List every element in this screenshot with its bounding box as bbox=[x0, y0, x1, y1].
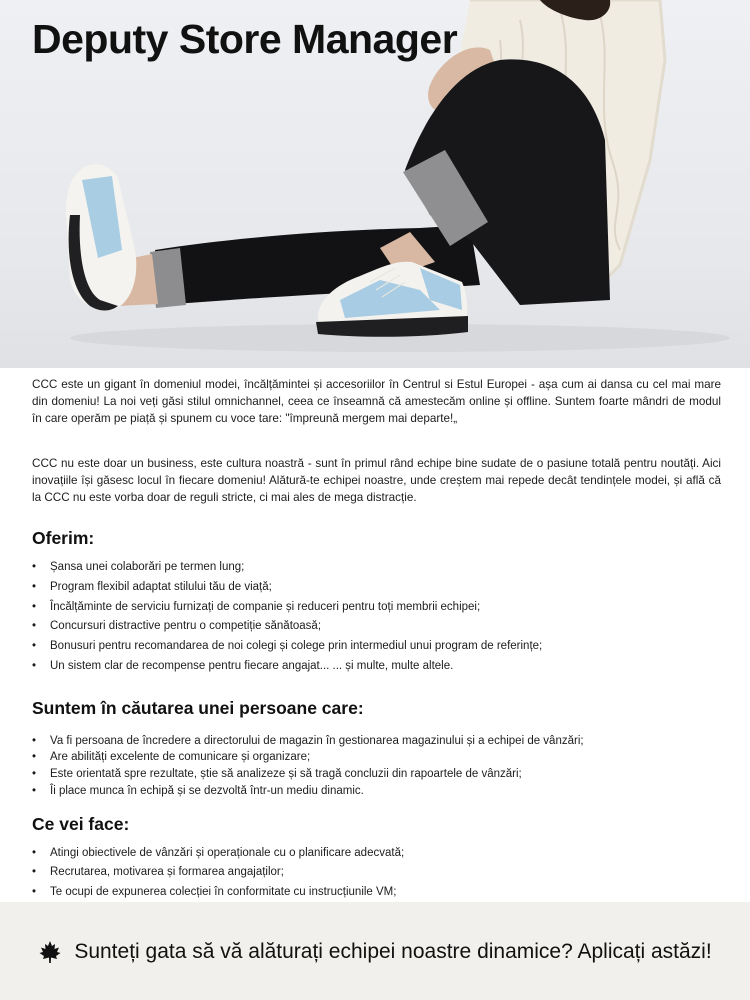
list-item: • Îi place munca în echipă și se dezvoltă într-un mediu dinamic. bbox=[32, 783, 721, 800]
list-item: • Va fi persoana de încredere a directorului de magazin în gestionarea magazinului și a echipei de vânzări; bbox=[32, 733, 721, 750]
section-title-responsibilities: Ce vei face: bbox=[32, 813, 130, 834]
list-item: • Atingi obiectivele de vânzări și operaționale cu o planificare adecvată; bbox=[32, 845, 721, 865]
requirements-list bbox=[32, 733, 721, 800]
hero-banner bbox=[0, 0, 750, 368]
intro-paragraph-company: CCC este un gigant în domeniul modei, încălțămintei și accesoriilor în Centrul si Estul Europei - așa cum ai dansa cu cel mai mare din domeniu! La noi veți găsi stilul omnichannel, ceea ce înseamnă că amestecăm online și offline. Suntem foarte mândri de modul în care operăm pe piață și spunem cu voce tare: "împreună mergem mai departe!„ bbox=[32, 378, 721, 425]
job-description bbox=[32, 376, 721, 924]
intro-paragraph-culture: CCC nu este doar un business, este cultura noastră - sunt în primul rând echipe bine sudate de o pasiune totală pentru noutăți. Aici inovațiile își găsesc locul în fiecare domeniu! Alătură-te echipei noastre, unde creștem mai repede decât tendințele modei, și află că la CCC nu este vorba doar de reguli stricte, ci mai ales de mega distracție. bbox=[32, 457, 721, 504]
section-title-requirements: Suntem în căutarea unei persoane care: bbox=[32, 697, 364, 718]
list-item: • Are abilități excelente de comunicare și organizare; bbox=[32, 749, 721, 766]
list-item: • Bonusuri pentru recomandarea de noi colegi și colege prin intermediul unui program de referințe; bbox=[32, 638, 721, 658]
section-title-offer: Oferim: bbox=[32, 528, 95, 548]
maple-leaf-icon bbox=[38, 940, 62, 964]
footer-text: Sunteți gata să vă alăturați echipei noastre dinamice? Aplicați astăzi! bbox=[74, 939, 712, 963]
list-item: • Concursuri distractive pentru o competiție sănătoasă; bbox=[32, 618, 721, 638]
list-item: • Recrutarea, motivarea și formarea angajaților; bbox=[32, 864, 721, 884]
list-item: • Șansa unei colaborări pe termen lung; bbox=[32, 559, 721, 579]
offer-list bbox=[32, 559, 721, 678]
page-title: Deputy Store Manager bbox=[32, 16, 458, 62]
list-item: • Te ocupi de expunerea colecției în conformitate cu instrucțiunile VM; bbox=[32, 884, 721, 904]
list-item: • Este orientată spre rezultate, știe să analizeze și să tragă concluzii din rapoartele de vânzări; bbox=[32, 766, 721, 783]
list-item: • Program flexibil adaptat stilului tău de viață; bbox=[32, 579, 721, 599]
footer-call-to-action bbox=[0, 902, 750, 1000]
list-item: • Un sistem clar de recompense pentru fiecare angajat... ... și multe, multe altele. bbox=[32, 658, 721, 678]
list-item: • Încălțăminte de serviciu furnizați de companie și reduceri pentru toți membrii echipei; bbox=[32, 599, 721, 619]
